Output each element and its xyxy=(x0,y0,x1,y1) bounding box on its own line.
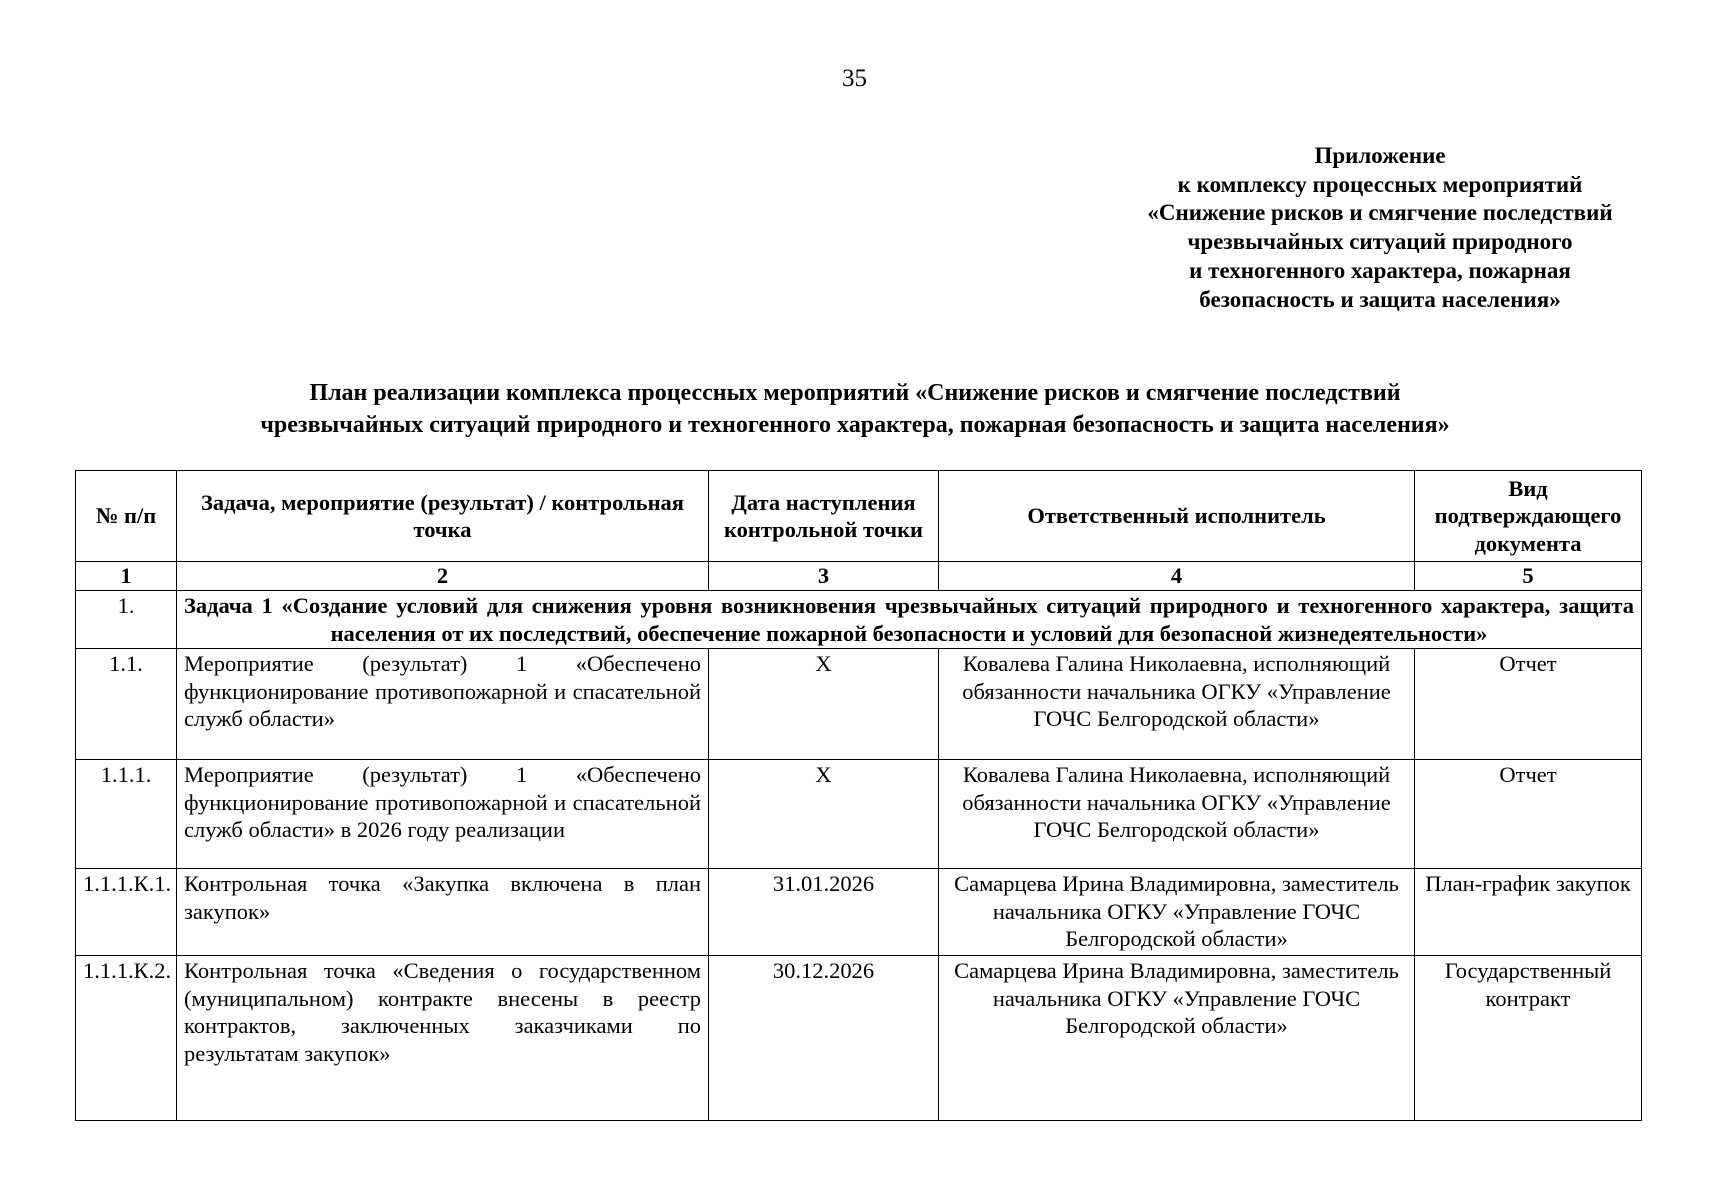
page-number: 35 xyxy=(842,65,867,92)
appendix-line: и техногенного характера, пожарная xyxy=(1189,257,1571,283)
row-responsible: Самарцева Ирина Владимировна, заместитель начальника ОГКУ «Управление ГОЧС Белгородской области» xyxy=(939,956,1415,1121)
row-document: Отчет xyxy=(1415,649,1642,760)
appendix-line: безопасность и защита населения» xyxy=(1199,286,1561,312)
header-num: № п/п xyxy=(76,471,177,562)
row-task: Контрольная точка «Закупка включена в план закупок» xyxy=(177,869,709,956)
row-number: 1.1.1.К.1. xyxy=(76,869,177,956)
row-date: 30.12.2026 xyxy=(709,956,939,1121)
plan-title-line: План реализации комплекса процессных мероприятий «Снижение рисков и смягчение последствий xyxy=(309,380,1401,406)
row-date: 31.01.2026 xyxy=(709,869,939,956)
row-task: Мероприятие (результат) 1 «Обеспечено функционирование противопожарной и спасательной служб области» xyxy=(177,649,709,760)
table-row xyxy=(76,760,1642,869)
task-row xyxy=(76,591,1642,649)
row-task: Контрольная точка «Сведения о государственном (муниципальном) контракте внесены в реестр контрактов, заключенных заказчиками по результатам закупок» xyxy=(177,956,709,1121)
task-title-text: Задача 1 «Создание условий для снижения уровня возникновения чрезвычайных ситуаций природного и техногенного характера, защита населения от их последствий, обеспечение пожарной безопасности и условий для безопасной жизнедеятельности» xyxy=(184,593,1634,646)
appendix-line: чрезвычайных ситуаций природного xyxy=(1187,229,1573,255)
column-number: 2 xyxy=(177,562,709,591)
plan-table xyxy=(75,470,1642,1121)
column-number: 1 xyxy=(76,562,177,591)
row-number: 1.1.1. xyxy=(76,760,177,869)
appendix-heading xyxy=(1060,142,1700,314)
row-task: Мероприятие (результат) 1 «Обеспечено функционирование противопожарной и спасательной служб области» в 2026 году реализации xyxy=(177,760,709,869)
header-date: Дата наступления контрольной точки xyxy=(709,471,939,562)
appendix-line: Приложение xyxy=(1314,143,1446,168)
appendix-line: «Снижение рисков и смягчение последствий xyxy=(1147,200,1613,226)
table-row xyxy=(76,649,1642,760)
row-document: Государственный контракт xyxy=(1415,956,1642,1121)
plan-title xyxy=(160,377,1550,441)
plan-title-line: чрезвычайных ситуаций природного и техногенного характера, пожарная безопасность и защита населения» xyxy=(260,412,1450,438)
table-row xyxy=(76,956,1642,1121)
row-responsible: Самарцева Ирина Владимировна, заместитель начальника ОГКУ «Управление ГОЧС Белгородской области» xyxy=(939,869,1415,956)
row-responsible: Ковалева Галина Николаевна, исполняющий обязанности начальника ОГКУ «Управление ГОЧС Белгородской области» xyxy=(939,760,1415,869)
row-number: 1.1. xyxy=(76,649,177,760)
table-row xyxy=(76,869,1642,956)
row-date: Х xyxy=(709,649,939,760)
row-document: Отчет xyxy=(1415,760,1642,869)
column-number: 5 xyxy=(1415,562,1642,591)
header-task: Задача, мероприятие (результат) / контрольная точка xyxy=(177,471,709,562)
header-document: Вид подтверждающего документа xyxy=(1415,471,1642,562)
row-document: План-график закупок xyxy=(1415,869,1642,956)
column-number: 3 xyxy=(709,562,939,591)
column-number-row xyxy=(76,562,1642,591)
header-responsible: Ответственный исполнитель xyxy=(939,471,1415,562)
row-date: Х xyxy=(709,760,939,869)
appendix-line: к комплексу процессных мероприятий xyxy=(1177,171,1583,197)
table-header-row xyxy=(76,471,1642,562)
row-number: 1.1.1.К.2. xyxy=(76,956,177,1121)
task-number: 1. xyxy=(76,591,177,649)
task-title xyxy=(177,591,1642,649)
column-number: 4 xyxy=(939,562,1415,591)
row-responsible: Ковалева Галина Николаевна, исполняющий обязанности начальника ОГКУ «Управление ГОЧС Белгородской области» xyxy=(939,649,1415,760)
